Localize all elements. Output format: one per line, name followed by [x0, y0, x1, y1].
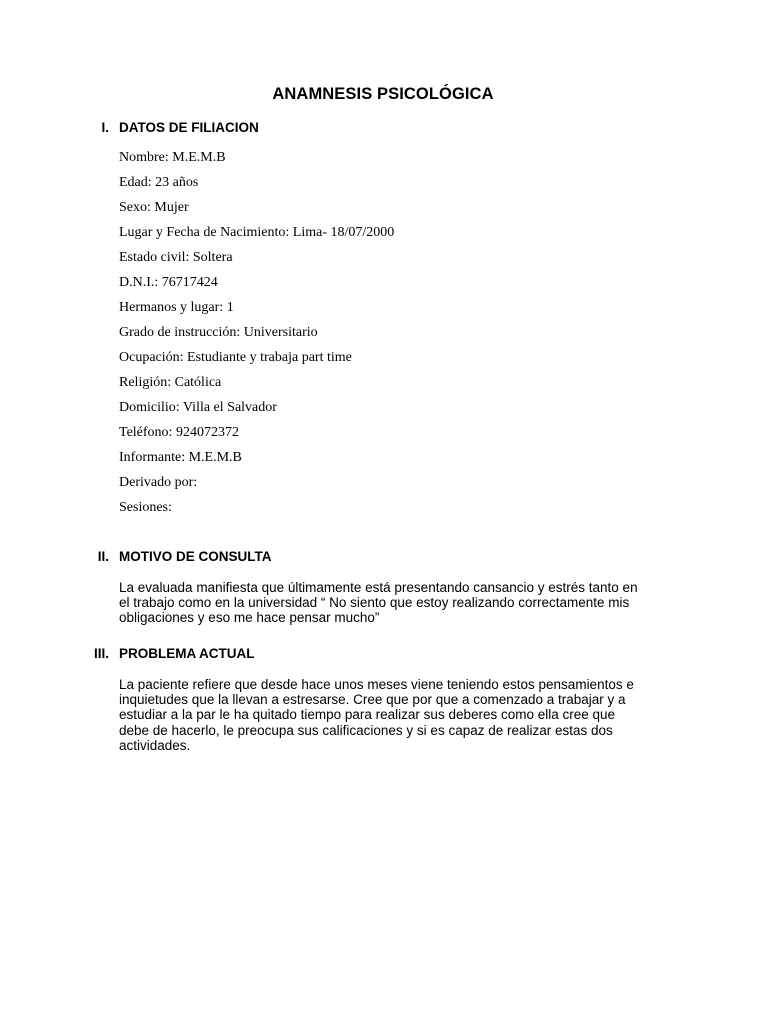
field-sexo: Sexo: Mujer — [119, 200, 189, 215]
field-domicilio: Domicilio: Villa el Salvador — [119, 400, 277, 415]
paragraph-line: estudiar a la par le ha quitado tiempo para realizar sus deberes como ella cree que — [119, 707, 616, 723]
field-nombre: Nombre: M.E.M.B — [119, 150, 226, 165]
section-number: I. — [101, 120, 109, 135]
paragraph-line: el trabajo como en la universidad “ No siento que estoy realizando correctamente mis — [119, 595, 630, 611]
problema-paragraph — [119, 677, 679, 753]
section-heading-datos — [101, 120, 259, 135]
section-title: MOTIVO DE CONSULTA — [119, 549, 272, 564]
section-number: II. — [97, 549, 109, 564]
field-lugar-fecha-nacimiento: Lugar y Fecha de Nacimiento: Lima- 18/07/2000 — [119, 225, 395, 240]
field-dni: D.N.I.: 76717424 — [119, 275, 218, 290]
paragraph-line: inquietudes que la llevan a estresarse. Cree que por que a comenzado a trabajar y a — [119, 692, 626, 708]
paragraph-line: debe de hacerlo, le preocupa sus calificaciones y si es capaz de realizar estas dos — [119, 722, 613, 738]
field-telefono: Teléfono: 924072372 — [119, 425, 239, 440]
document-title: ANAMNESIS PSICOLÓGICA — [272, 85, 494, 103]
section-heading-problema — [93, 646, 255, 661]
paragraph-line: La evaluada manifiesta que últimamente está presentando cansancio y estrés tanto en — [119, 580, 638, 595]
section-heading-motivo — [97, 549, 272, 564]
field-informante: Informante: M.E.M.B — [119, 450, 242, 465]
paragraph-line: La paciente refiere que desde hace unos meses viene teniendo estos pensamientos e — [119, 677, 634, 692]
field-hermanos: Hermanos y lugar: 1 — [119, 300, 234, 315]
section-title: DATOS DE FILIACION — [119, 120, 259, 135]
field-derivado-por: Derivado por: — [119, 475, 198, 490]
field-ocupacion: Ocupación: Estudiante y trabaja part time — [119, 350, 352, 365]
motivo-paragraph — [119, 580, 679, 626]
field-edad: Edad: 23 años — [119, 175, 199, 190]
paragraph-line: obligaciones y eso me hace pensar mucho” — [119, 610, 380, 626]
section-title: PROBLEMA ACTUAL — [119, 646, 255, 661]
field-religion: Religión: Católica — [119, 375, 222, 390]
field-grado-instruccion: Grado de instrucción: Universitario — [119, 325, 318, 340]
field-estado-civil: Estado civil: Soltera — [119, 250, 233, 265]
field-sesiones: Sesiones: — [119, 500, 172, 515]
paragraph-line: actividades. — [119, 737, 191, 753]
section-number: III. — [93, 646, 109, 661]
